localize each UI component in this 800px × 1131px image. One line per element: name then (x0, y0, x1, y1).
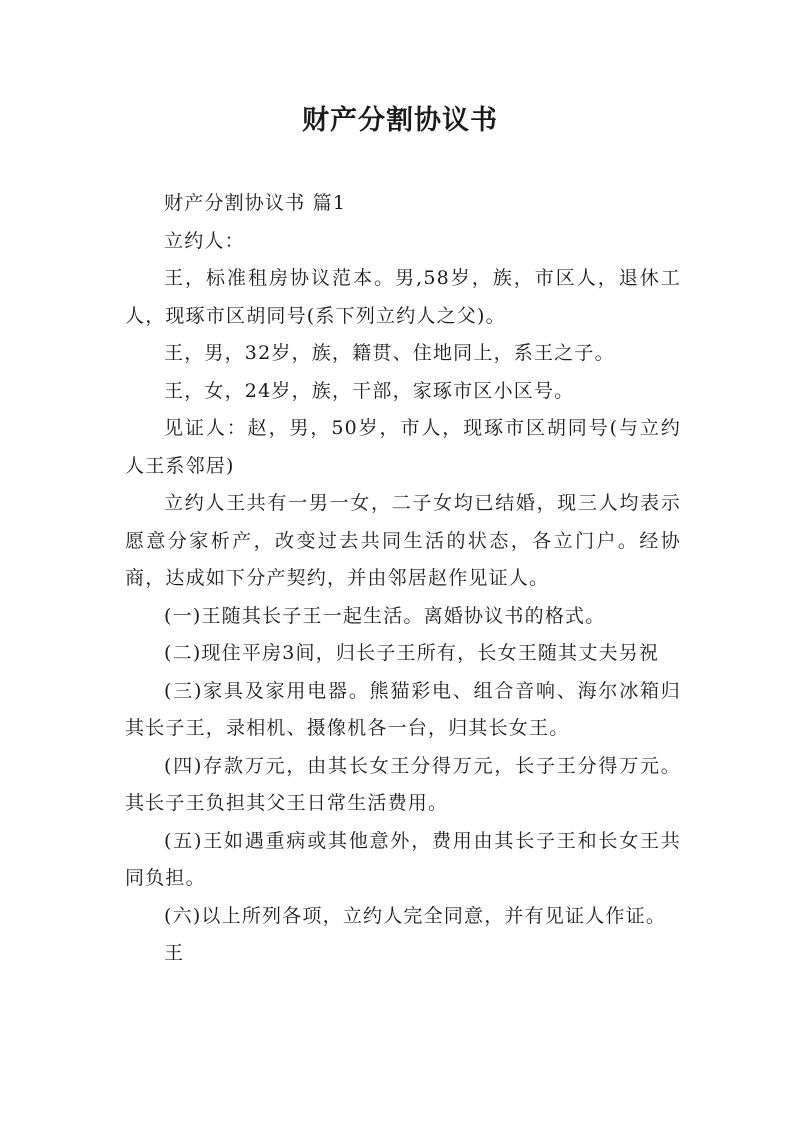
preamble: 立约人王共有一男一女，二子女均已结婚，现三人均表示愿意分家析产，改变过去共同生活的状态，各立门户。经协商，达成如下分产契约，并由邻居赵作见证人。 (125, 492, 681, 589)
clause-1: (一)王随其长子王一起生活。离婚协议书的格式。 (164, 604, 606, 627)
party-son: 王，男，32岁，族，籍贯、住地同上，系王之子。 (164, 342, 615, 364)
clause-5: (五)王如遇重病或其他意外，费用由其长子王和长女王共同负担。 (125, 829, 681, 889)
clause-4: (四)存款万元，由其长女王分得万元，长子王分得万元。其长子王负担其父王日常生活费用。 (125, 754, 681, 814)
party-daughter: 王，女，24岁，族，干部，家琢市区小区号。 (164, 379, 575, 402)
clause-2: (二)现住平房3间，归长子王所有，长女王随其丈夫另祝 (164, 642, 660, 664)
clause-3: (三)家具及家用电器。熊猫彩电、组合音响、海尔冰箱归其长子王，录相机、摄像机各一台，归其长女王。 (125, 679, 681, 739)
clause-6: (六)以上所列各项，立约人完全同意，并有见证人作证。 (164, 904, 667, 927)
party-father: 王，标准租房协议范本。男,58岁，族，市区人，退休工人，现琢市区胡同号(系下列立约人之父)。 (125, 267, 681, 327)
parties-label: 立约人： (164, 229, 245, 252)
witness: 见证人：赵，男，50岁，市人，现琢市区胡同号(与立约人王系邻居) (125, 417, 681, 477)
section-heading: 财产分割协议书 篇1 (164, 192, 347, 214)
signature-name: 王 (164, 942, 185, 964)
document-title: 财产分割协议书 (302, 105, 498, 136)
document-body (125, 185, 681, 973)
